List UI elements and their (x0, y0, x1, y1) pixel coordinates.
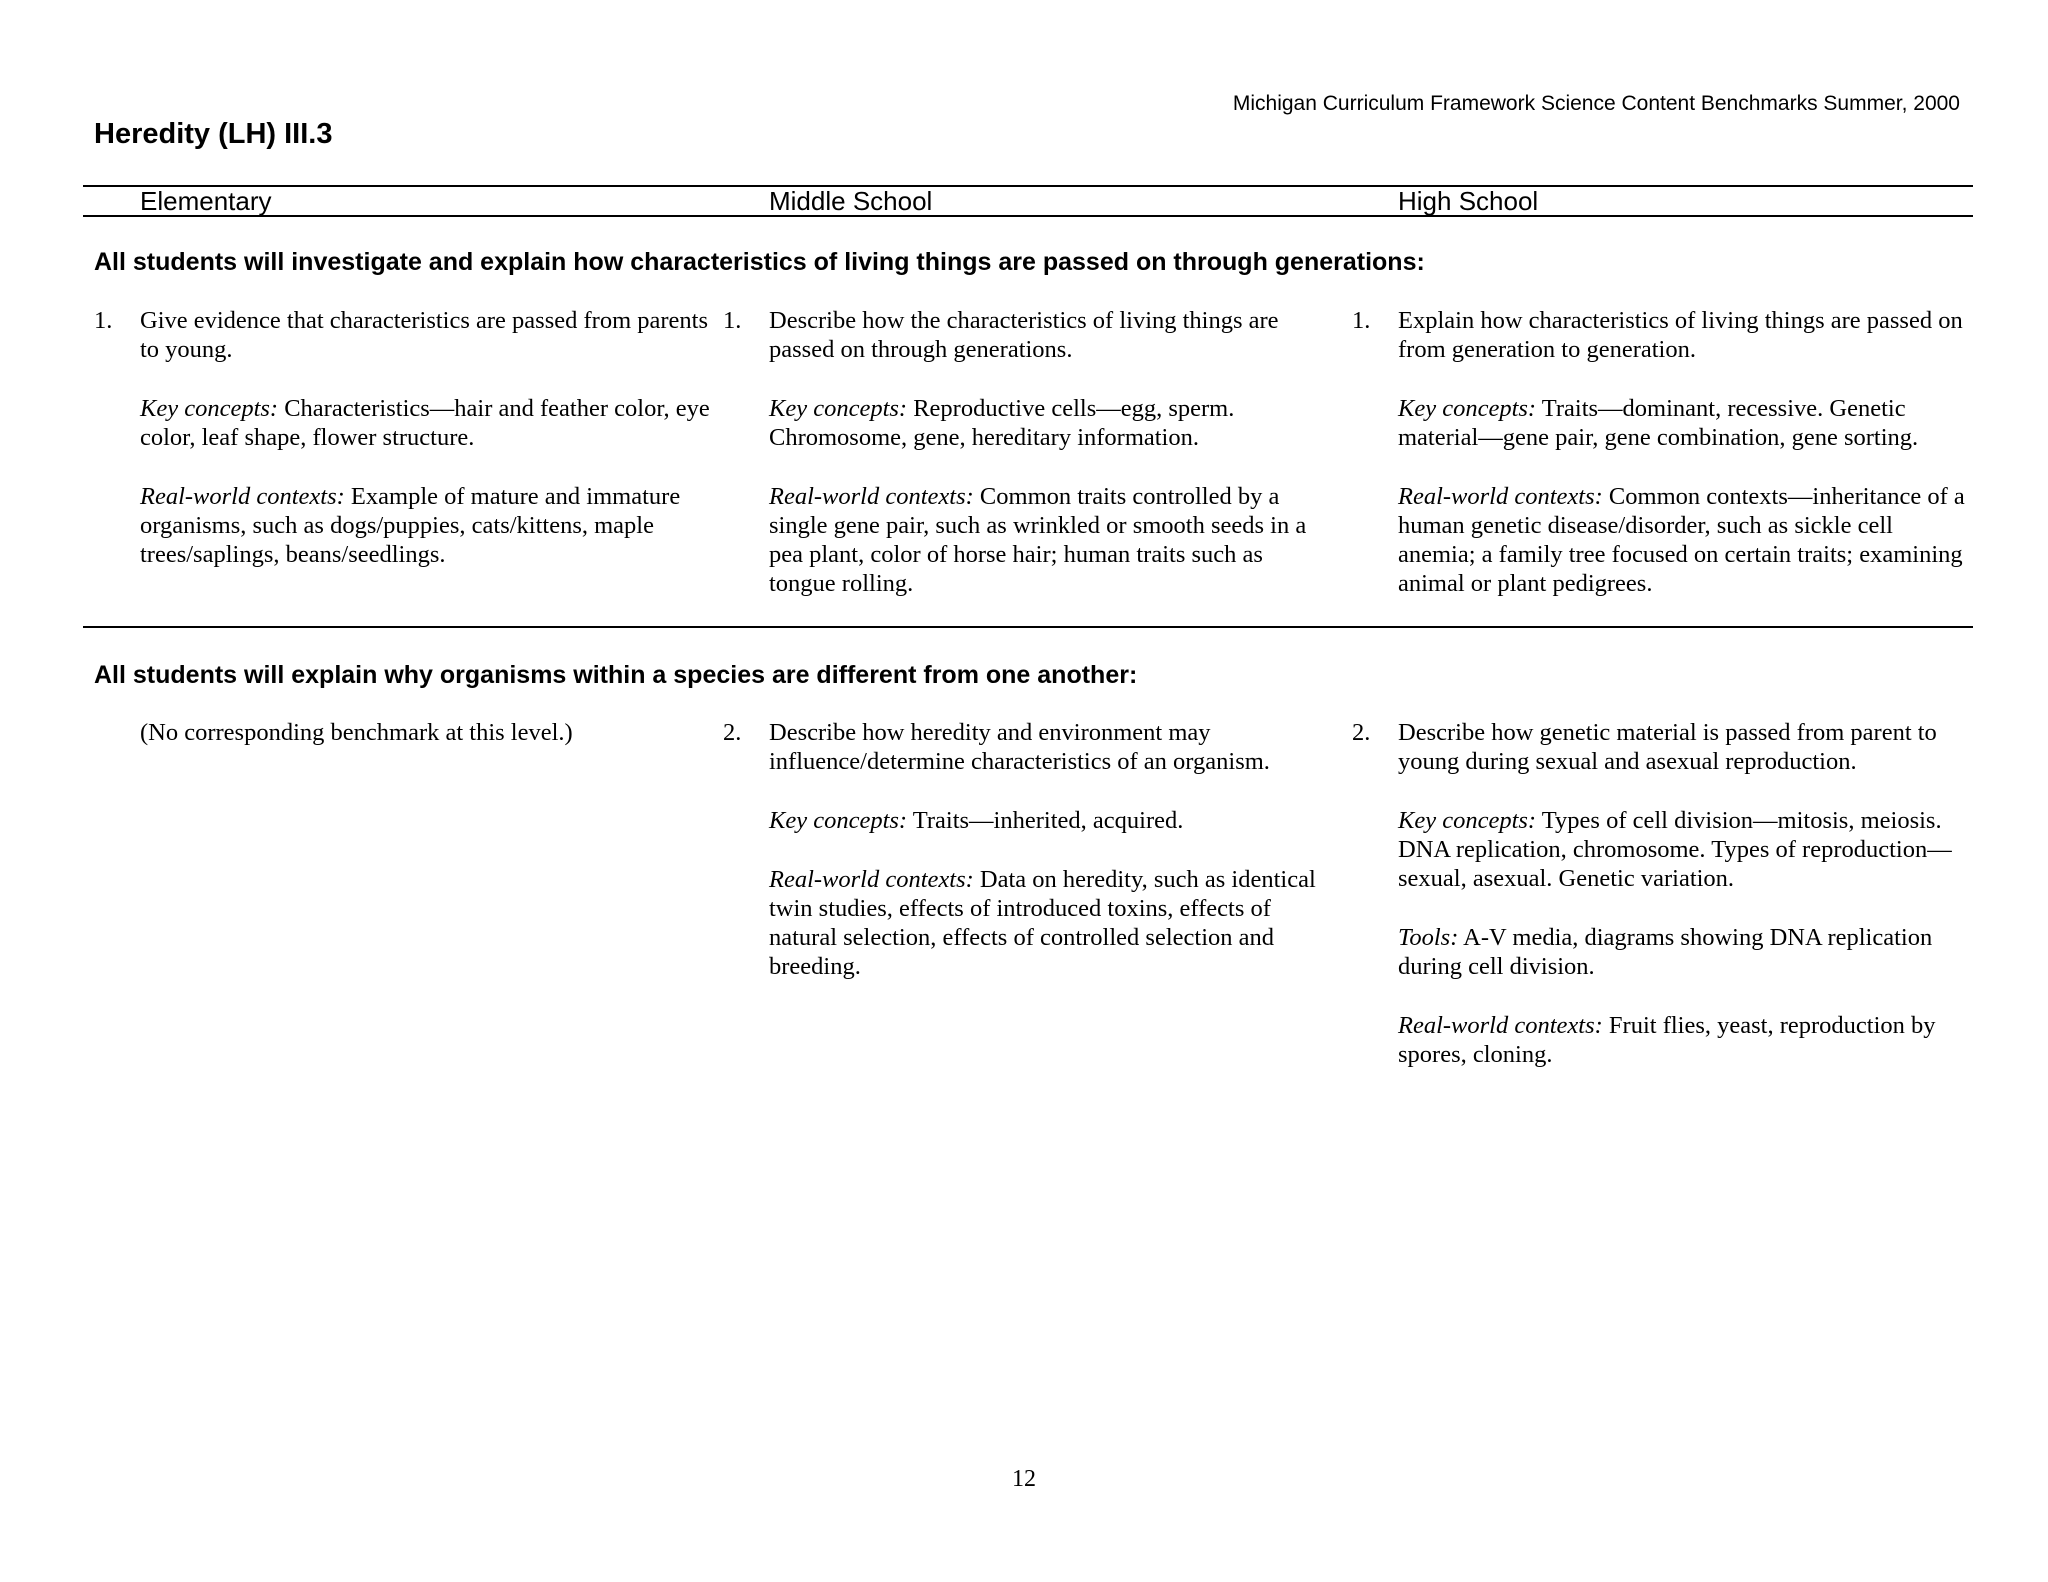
real-world-contexts-label: Real-world contexts: (140, 483, 345, 510)
real-world-contexts-text: Fruit flies, yeast, reproduction by spores, cloning. (1398, 1012, 1936, 1068)
section-1-heading: All students will investigate and explain how characteristics of living things are passed on through generations: (94, 248, 1425, 276)
key-concepts-text: Traits—inherited, acquired. (907, 807, 1184, 834)
benchmark-statement: Explain how characteristics of living things are passed on from generation to generation. (1398, 307, 1963, 363)
key-concepts (1398, 806, 1968, 893)
real-world-contexts-text: Common contexts—inheritance of a human genetic disease/disorder, such as sickle cell anemia; a family tree focused on certain traits; examining animal or plant pedigrees. (1398, 483, 1965, 597)
key-concepts-text: Reproductive cells—egg, sperm. Chromosome, gene, hereditary information. (769, 395, 1235, 451)
column-header-top-rule (83, 185, 1973, 187)
benchmark-statement: Describe how genetic material is passed from parent to young during sexual and asexual reproduction. (1398, 719, 1937, 775)
key-concepts-label: Key concepts: (769, 807, 908, 834)
key-concepts (140, 394, 720, 452)
column-header-middle-school: Middle School (769, 186, 933, 216)
benchmark-number: 1. (723, 307, 742, 334)
real-world-contexts (769, 865, 1329, 981)
column-header-high-school: High School (1398, 186, 1539, 216)
real-world-contexts-label: Real-world contexts: (1398, 1012, 1603, 1039)
benchmark-number: 2. (723, 719, 742, 746)
section-divider (83, 626, 1973, 628)
column-header-elementary: Elementary (140, 186, 272, 216)
real-world-contexts-label: Real-world contexts: (1398, 483, 1603, 510)
real-world-contexts (1398, 1011, 1968, 1069)
column-header-bottom-rule (83, 215, 1973, 217)
real-world-contexts-text: Example of mature and immature organisms, such as dogs/puppies, cats/kittens, maple trees/saplings, beans/seedlings. (140, 483, 681, 568)
real-world-contexts-text: Common traits controlled by a single gene pair, such as wrinkled or smooth seeds in a pea plant, color of horse hair; human traits such as tongue rolling. (769, 483, 1307, 597)
section-2-heading: All students will explain why organisms within a species are different from one another: (94, 661, 1138, 689)
real-world-contexts (140, 482, 720, 569)
key-concepts (769, 394, 1329, 452)
benchmark-statement: Describe how heredity and environment may influence/determine characteristics of an organism. (769, 719, 1270, 775)
key-concepts (769, 806, 1329, 835)
real-world-contexts-label: Real-world contexts: (769, 866, 974, 893)
real-world-contexts (769, 482, 1329, 598)
key-concepts (1398, 394, 1968, 452)
benchmark-number: 2. (1352, 719, 1371, 746)
tools-text: A-V media, diagrams showing DNA replication during cell division. (1398, 924, 1933, 980)
benchmark-number: 1. (94, 307, 113, 334)
real-world-contexts-label: Real-world contexts: (769, 483, 974, 510)
key-concepts-text: Traits—dominant, recessive. Genetic material—gene pair, gene combination, gene sorting. (1398, 395, 1919, 451)
key-concepts-label: Key concepts: (769, 395, 908, 422)
framework-title: Michigan Curriculum Framework Science Content Benchmarks Summer, 2000 (1232, 92, 1960, 115)
page-number: 12 (1012, 1466, 1036, 1492)
tools-label: Tools: (1398, 924, 1459, 951)
key-concepts-label: Key concepts: (1398, 395, 1537, 422)
no-benchmark-note: (No corresponding benchmark at this level.) (140, 719, 573, 746)
benchmark-number: 1. (1352, 307, 1371, 334)
benchmark-statement: Give evidence that characteristics are passed from parents to young. (140, 307, 708, 363)
benchmark-statement: Describe how the characteristics of living things are passed on through generations. (769, 307, 1279, 363)
key-concepts-text: Types of cell division—mitosis, meiosis. DNA replication, chromosome. Types of reproduction—sexual, asexual. Genetic variation. (1398, 807, 1952, 892)
key-concepts-label: Key concepts: (140, 395, 279, 422)
real-world-contexts-text: Data on heredity, such as identical twin studies, effects of introduced toxins, effects of natural selection, effects of controlled selection and breeding. (769, 866, 1316, 980)
tools (1398, 923, 1968, 981)
key-concepts-label: Key concepts: (1398, 807, 1537, 834)
real-world-contexts (1398, 482, 1968, 598)
page-title: Heredity (LH) III.3 (94, 118, 333, 150)
key-concepts-text: Characteristics—hair and feather color, eye color, leaf shape, flower structure. (140, 395, 710, 451)
